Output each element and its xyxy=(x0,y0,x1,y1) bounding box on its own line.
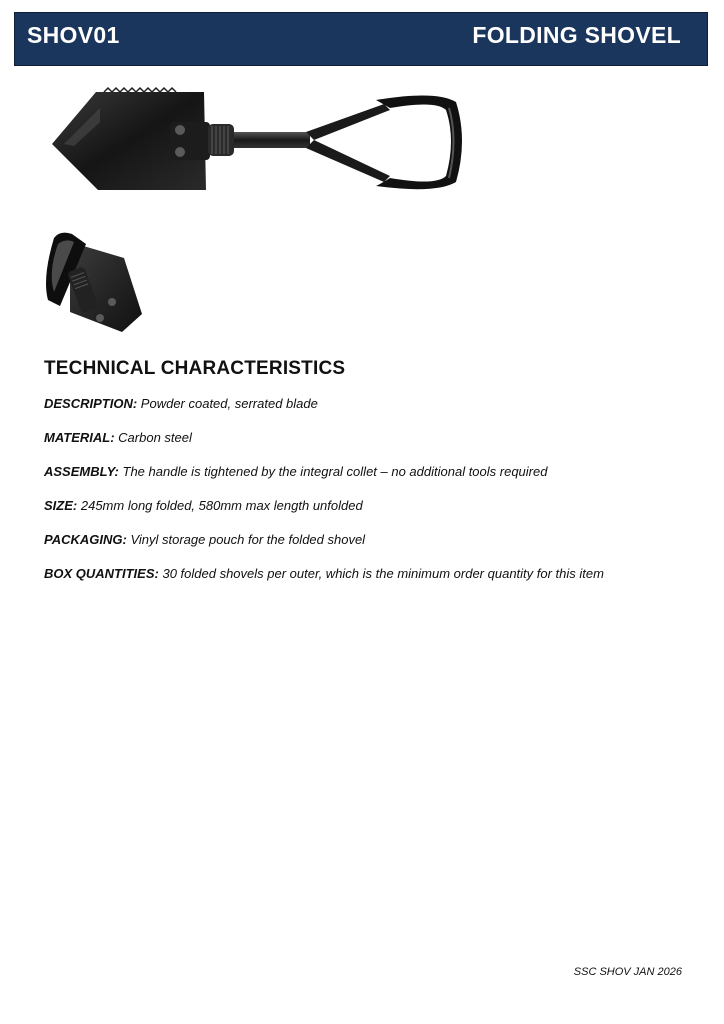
spec-value: 245mm long folded, 580mm max length unfolded xyxy=(80,498,363,513)
spec-description xyxy=(44,396,704,430)
spec-assembly xyxy=(44,464,704,498)
product-title: FOLDING SHOVEL xyxy=(472,22,681,48)
spec-size xyxy=(44,498,704,532)
folded-shovel-image xyxy=(40,228,146,338)
unfolded-shovel-image xyxy=(44,86,472,198)
spec-label: ASSEMBLY: xyxy=(44,464,119,479)
spec-material xyxy=(44,430,704,464)
spec-label: SIZE: xyxy=(44,498,78,513)
spec-label: BOX QUANTITIES: xyxy=(44,566,159,581)
document-reference: SSC SHOV JAN 2026 xyxy=(573,966,682,978)
spec-box-quantities xyxy=(44,566,704,600)
spec-label: DESCRIPTION: xyxy=(44,396,138,411)
spec-label: PACKAGING: xyxy=(44,532,127,547)
spec-value: Vinyl storage pouch for the folded shovel xyxy=(130,532,366,547)
spec-value: The handle is tightened by the integral collet – no additional tools required xyxy=(122,464,548,479)
spec-value: Carbon steel xyxy=(118,430,192,445)
product-code: SHOV01 xyxy=(27,22,120,48)
header-bar xyxy=(14,12,708,66)
spec-list xyxy=(44,396,704,600)
spec-packaging xyxy=(44,532,704,566)
spec-value: Powder coated, serrated blade xyxy=(140,396,318,411)
spec-value: 30 folded shovels per outer, which is the minimum order quantity for this item xyxy=(162,566,604,581)
technical-characteristics-heading: TECHNICAL CHARACTERISTICS xyxy=(44,358,346,379)
spec-label: MATERIAL: xyxy=(44,430,115,445)
